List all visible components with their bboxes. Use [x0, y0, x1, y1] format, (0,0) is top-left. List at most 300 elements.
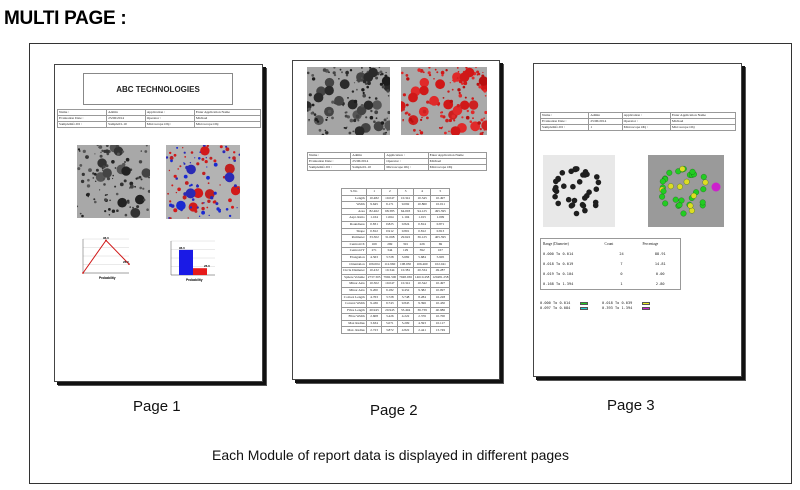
particle — [174, 175, 177, 178]
value-cell: 10.482 — [366, 195, 382, 202]
particle — [483, 117, 485, 119]
particle — [338, 78, 340, 80]
particle — [103, 168, 112, 177]
particle — [677, 202, 683, 208]
info-value: 25/06/2014 — [351, 159, 385, 165]
particle — [209, 215, 210, 216]
particle — [231, 188, 234, 191]
value-cell: 392 — [413, 248, 430, 255]
particle — [93, 198, 95, 200]
x-axis-label: Probability — [186, 278, 203, 282]
particle — [216, 207, 219, 210]
particle — [177, 168, 179, 170]
particle — [206, 157, 207, 158]
value-cell: 20.945 — [382, 307, 398, 314]
particle — [361, 77, 363, 79]
particle — [382, 85, 385, 88]
info-label: Application : — [145, 110, 194, 116]
particle — [112, 178, 113, 179]
value-cell: 3.872 — [382, 327, 398, 334]
info-label: Operator : — [622, 119, 670, 125]
value-cell: 2.376 — [413, 314, 430, 321]
particle — [115, 167, 117, 169]
particle — [370, 116, 374, 120]
particle — [184, 152, 186, 154]
particle — [141, 150, 142, 151]
particle — [88, 168, 92, 172]
particle — [457, 77, 459, 79]
particle — [440, 127, 442, 129]
value-cell: 495.395 — [431, 208, 450, 215]
stats-column-header: S.No — [342, 189, 367, 196]
particle — [361, 104, 364, 107]
particle — [594, 174, 600, 180]
value-cell: 10.381 — [398, 268, 414, 275]
value-cell: 5.684 — [413, 254, 430, 261]
particle — [386, 72, 387, 73]
particle — [77, 167, 80, 170]
particle — [480, 128, 482, 130]
percentage-cell: 0.00 — [655, 272, 665, 276]
microscope-image-particles — [543, 155, 615, 227]
row-name-cell: Convex Length — [342, 294, 367, 301]
particle — [463, 86, 466, 89]
value-cell: 2737.305 — [366, 274, 382, 281]
value-cell: 10.342 — [413, 281, 430, 288]
particle — [325, 131, 328, 134]
particle — [112, 175, 114, 177]
particle — [83, 150, 86, 153]
particle — [458, 71, 460, 73]
particle — [142, 188, 144, 190]
particle — [373, 120, 376, 123]
particle — [453, 119, 455, 121]
particle — [95, 181, 96, 182]
particle — [94, 153, 95, 154]
legend-text: 0.018 To 0.039 — [602, 301, 633, 305]
value-cell: 4.563 — [366, 254, 382, 261]
particle — [478, 85, 481, 88]
value-cell: 129 — [398, 248, 414, 255]
particle — [191, 151, 194, 154]
particle — [139, 176, 142, 179]
particle — [460, 101, 469, 110]
info-label: SampleInfo ID : — [58, 122, 107, 128]
particle — [423, 110, 427, 114]
info-label: Evaluation Date : — [308, 159, 351, 165]
table-row — [342, 301, 450, 308]
table-row — [342, 261, 450, 268]
particle — [445, 69, 447, 71]
range-cell: 0.000 To 0.014 — [543, 252, 574, 256]
legend-item — [540, 301, 588, 305]
particle — [417, 89, 419, 91]
line-point — [82, 272, 84, 274]
value-cell: 9.171 — [382, 202, 398, 209]
particle — [441, 71, 445, 75]
particle — [482, 72, 483, 73]
particle — [134, 186, 136, 188]
value-cell: 33.494 — [398, 307, 414, 314]
particle — [467, 110, 469, 112]
company-header-box — [83, 73, 233, 105]
value-cell: 108.030 — [398, 261, 414, 268]
particle — [457, 104, 460, 107]
report-page-2 — [292, 60, 500, 380]
particle — [440, 112, 442, 114]
particle — [435, 79, 445, 89]
particle — [470, 120, 473, 123]
info-value: Microscope Obj — [428, 165, 486, 171]
value-cell: 36.125 — [413, 235, 430, 242]
legend-item — [540, 306, 588, 310]
particle — [662, 201, 668, 207]
stats-column-header: 3 — [398, 189, 414, 196]
particle — [684, 179, 690, 185]
value-cell: 10.430 — [431, 301, 450, 308]
particle — [322, 89, 324, 91]
value-cell: 10.117 — [431, 320, 450, 327]
particle — [343, 105, 344, 106]
particle — [81, 180, 84, 183]
table-row — [342, 268, 450, 275]
particle — [185, 181, 189, 185]
particle — [577, 179, 583, 185]
particle — [421, 117, 422, 118]
particle — [103, 150, 106, 153]
particle — [92, 172, 94, 174]
particle — [184, 175, 188, 179]
particle — [99, 189, 100, 190]
particle — [325, 130, 327, 132]
particle — [169, 152, 171, 154]
info-label: Evaluation Date : — [541, 119, 589, 125]
legend-item — [602, 306, 650, 310]
particle — [419, 130, 421, 132]
value-cell: 10.344 — [382, 268, 398, 275]
value-cell: 10.341 — [398, 195, 414, 202]
particle — [370, 110, 372, 112]
info-label: Microscope Obj : — [385, 165, 428, 171]
value-cell: 1.164 — [366, 215, 382, 222]
particle — [171, 184, 173, 186]
particle — [701, 174, 707, 180]
value-cell: 4.593 — [413, 320, 430, 327]
particle — [231, 206, 234, 209]
particle — [190, 206, 192, 208]
value-cell: 4.822 — [398, 327, 414, 334]
value-cell: 5.071 — [382, 320, 398, 327]
particle — [86, 193, 89, 196]
report-info-table — [307, 152, 487, 171]
particle — [460, 72, 470, 82]
particle — [386, 89, 389, 92]
value-cell: 9.743 — [382, 301, 398, 308]
table-row — [342, 241, 450, 248]
particle — [130, 208, 140, 218]
particle — [375, 77, 378, 80]
particle — [176, 201, 186, 211]
particle — [100, 152, 102, 154]
microscope-image-gray — [307, 67, 390, 135]
particle — [561, 183, 567, 189]
particle — [483, 89, 486, 92]
value-cell: 0.825 — [382, 221, 398, 228]
particle — [206, 176, 210, 180]
particle — [689, 208, 695, 214]
value-cell: 68.385 — [382, 208, 398, 215]
particle — [593, 200, 599, 206]
particle — [405, 112, 408, 115]
particle — [457, 67, 459, 69]
info-value: Michael — [428, 159, 486, 165]
value-cell: 0.831 — [366, 221, 382, 228]
particle — [375, 97, 378, 100]
legend-text: 0.000 To 0.014 — [540, 301, 571, 305]
x-axis-label: Probability — [99, 276, 116, 280]
table-row — [342, 202, 450, 209]
particle — [570, 184, 576, 190]
particle — [226, 147, 230, 151]
particle — [228, 198, 232, 202]
particle — [209, 157, 212, 160]
value-cell: 269 — [382, 241, 398, 248]
particle — [82, 173, 85, 176]
measurement-stats-table — [341, 188, 450, 334]
particle — [199, 216, 200, 217]
particle — [136, 205, 139, 208]
table-row — [342, 287, 450, 294]
row-name-cell: Shape — [342, 228, 367, 235]
particle — [438, 105, 439, 106]
row-name-cell: Minor Axis — [342, 287, 367, 294]
particle — [433, 78, 435, 80]
value-cell: 69 — [431, 241, 450, 248]
value-cell: 102.041 — [431, 261, 450, 268]
particle — [667, 170, 673, 176]
particle — [406, 104, 409, 107]
particle — [144, 150, 147, 153]
value-cell: 14610.458 — [413, 274, 430, 281]
particle — [426, 101, 429, 104]
particle — [423, 71, 425, 73]
value-cell: 20.334 — [413, 268, 430, 275]
particle-range-table — [540, 238, 681, 290]
particle — [237, 207, 238, 208]
value-cell: 9.382 — [413, 287, 430, 294]
particle — [374, 110, 378, 114]
particle — [325, 86, 334, 95]
particle — [573, 166, 579, 172]
particle — [121, 166, 130, 175]
particle — [114, 186, 116, 188]
particle — [117, 153, 120, 156]
value-cell: 13.749 — [431, 327, 450, 334]
bar — [193, 268, 207, 275]
particle — [185, 166, 189, 170]
legend-swatch — [580, 307, 588, 310]
particle — [356, 115, 360, 119]
particle — [362, 71, 364, 73]
particle — [194, 157, 195, 158]
percentage-header: Percentage — [642, 242, 659, 246]
particle — [384, 119, 387, 122]
row-name-cell: Aspt. Ratio — [342, 215, 367, 222]
particle — [570, 202, 576, 208]
particle — [327, 117, 328, 118]
range-header: Range (Diameter) — [543, 242, 569, 246]
value-cell: 120481.258 — [431, 274, 450, 281]
info-value: Sample01-10 — [107, 122, 146, 128]
particle — [681, 211, 687, 217]
row-name-cell: Length — [342, 195, 367, 202]
particle — [312, 104, 315, 107]
info-label: SampleInfo ID : — [541, 125, 589, 131]
particle — [354, 100, 357, 103]
data-label: 26.0 — [204, 264, 210, 269]
particle — [135, 195, 145, 205]
data-label: 26.0 — [123, 260, 129, 265]
table-row — [342, 235, 450, 242]
particle — [331, 117, 334, 120]
info-value: Admin — [351, 153, 385, 159]
particle — [136, 178, 138, 180]
particle — [214, 192, 217, 195]
particle — [100, 155, 103, 158]
percentage-cell: 14.81 — [654, 262, 666, 266]
table-row — [342, 208, 450, 215]
legend-swatch — [642, 302, 650, 305]
particle — [325, 119, 327, 121]
particle — [206, 166, 207, 167]
particle — [208, 182, 210, 184]
particle — [581, 203, 587, 209]
info-label: Evaluation Date : — [58, 116, 107, 122]
particle — [352, 131, 354, 133]
particle — [215, 202, 218, 205]
particle — [315, 118, 318, 121]
legend-swatch — [580, 302, 588, 305]
particle — [372, 100, 381, 109]
data-label: 96.0 — [103, 235, 109, 240]
particle — [340, 79, 350, 89]
row-name-cell: Fibre Width — [342, 314, 367, 321]
legend-text: 0.097 To 0.084 — [540, 306, 571, 310]
particle — [347, 97, 349, 99]
particle — [233, 151, 235, 153]
particle — [574, 211, 580, 217]
range-cell: 0.018 To 0.019 — [543, 262, 574, 266]
particle — [311, 112, 314, 115]
particle — [169, 170, 170, 171]
particle — [307, 72, 310, 75]
table-row — [342, 314, 450, 321]
particle — [308, 108, 311, 111]
particle — [205, 160, 208, 163]
particle — [103, 178, 104, 179]
particle — [124, 161, 126, 163]
value-cell: 20.945 — [366, 307, 382, 314]
particle — [182, 147, 183, 148]
particle — [444, 132, 447, 135]
particle — [169, 200, 171, 202]
value-cell: 8.284 — [413, 294, 430, 301]
row-name-cell: Area — [342, 208, 367, 215]
value-cell: 2.608 — [366, 314, 382, 321]
value-cell: 0.824 — [398, 221, 414, 228]
particle — [452, 115, 456, 119]
particle — [440, 115, 443, 118]
value-cell: 36.739 — [413, 307, 430, 314]
particle — [220, 145, 223, 148]
value-cell: 10.011 — [431, 202, 450, 209]
table-row — [541, 259, 681, 269]
table-row — [342, 215, 450, 222]
particle — [340, 69, 342, 71]
particle — [566, 197, 572, 203]
value-cell: 106.460 — [413, 261, 430, 268]
value-cell: 9.396 — [413, 301, 430, 308]
value-cell: 0.912 — [382, 228, 398, 235]
particle — [403, 93, 406, 96]
particle — [660, 179, 666, 185]
value-cell: 10.497 — [431, 281, 450, 288]
value-cell: 2.441 — [413, 327, 430, 334]
particle — [469, 100, 478, 109]
particle — [471, 110, 475, 114]
particle — [99, 145, 103, 149]
particle — [376, 117, 378, 119]
value-cell: 391 — [398, 241, 414, 248]
value-cell: 9.645 — [366, 202, 382, 209]
particle — [130, 185, 134, 189]
info-value: 25/06/2014 — [589, 119, 622, 125]
value-cell: 226 — [413, 241, 430, 248]
row-name-cell: Orientation — [342, 261, 367, 268]
value-cell: 0.814 — [413, 221, 430, 228]
value-cell: 4.763 — [366, 294, 382, 301]
row-name-cell: Max Radius — [342, 320, 367, 327]
info-label: Application : — [622, 113, 670, 119]
particle — [583, 169, 589, 175]
particle — [691, 193, 697, 199]
value-cell: 169 — [366, 241, 382, 248]
report-info-table — [540, 112, 736, 131]
particle — [354, 82, 355, 83]
particle — [472, 117, 474, 119]
data-label: 96.0 — [179, 245, 185, 250]
legend-text: 0.393 To 1.394 — [602, 306, 633, 310]
particle — [680, 166, 686, 172]
particle — [553, 179, 559, 185]
particle — [426, 117, 429, 120]
table-row — [342, 254, 450, 261]
particle — [122, 151, 124, 153]
particle — [190, 162, 191, 163]
percentage-cell: 88.91 — [654, 252, 666, 256]
particle — [184, 163, 186, 165]
particle — [482, 132, 484, 134]
particle — [386, 117, 388, 119]
page-1-label: Page 1 — [133, 398, 181, 415]
info-value: Enter Application Name — [670, 113, 735, 119]
value-cell: 10.341 — [398, 281, 414, 288]
particle — [381, 73, 384, 76]
stats-column-header: 1 — [366, 189, 382, 196]
particle — [361, 67, 363, 69]
particle — [170, 156, 174, 160]
particle — [334, 96, 344, 106]
